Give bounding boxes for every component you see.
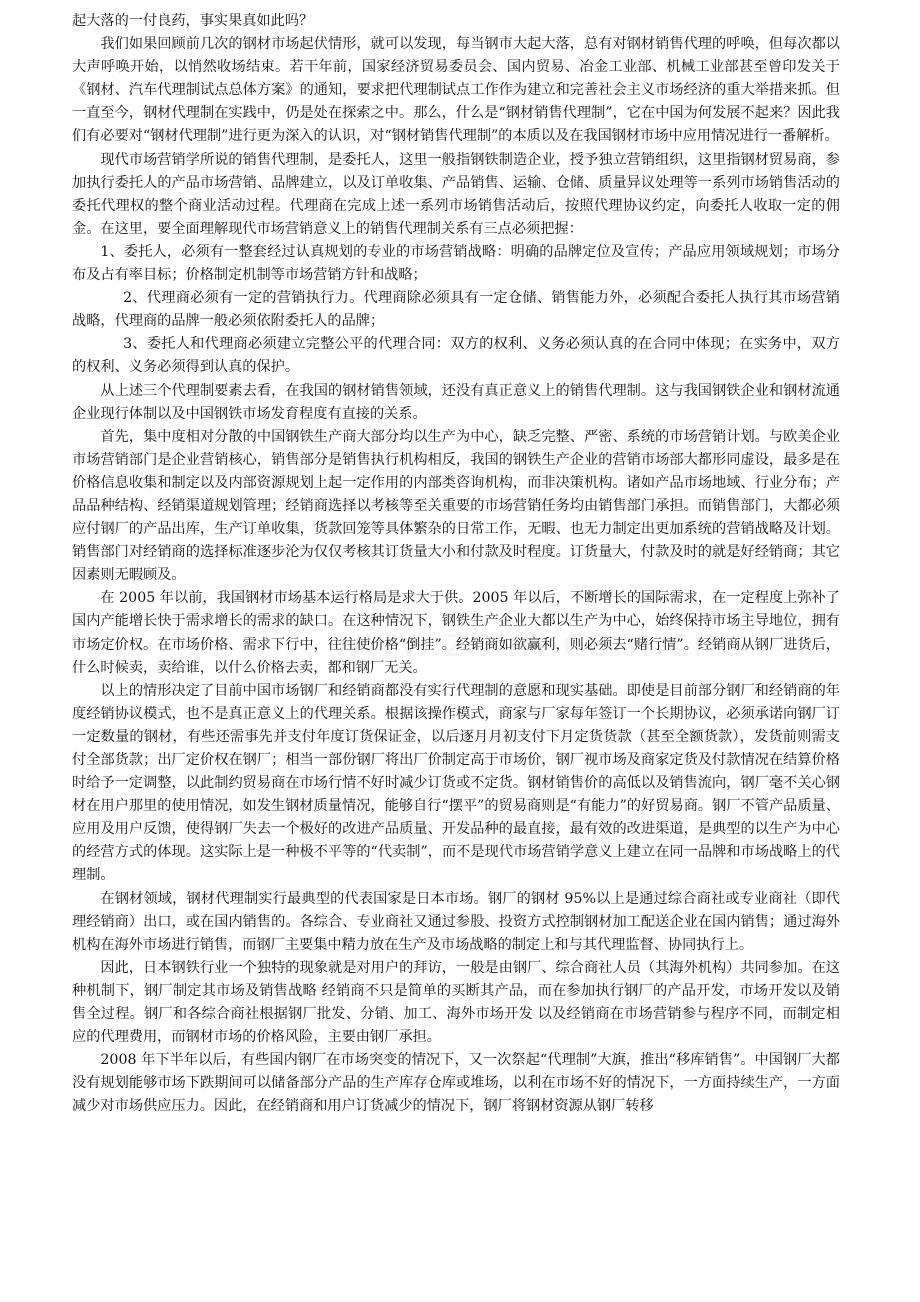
paragraph-intro-continuation: 起大落的一付良药，事实果真如此吗？ <box>72 13 314 29</box>
paragraph-summary: 从上述三个代理制要素去看，在我国的钢材销售领域，还没有真正意义上的销售代理制。这与我国钢铁企业和钢材流通企业现行体制以及中国钢铁市场发育程度有直接的关系。 <box>72 382 840 422</box>
paragraph-japan-customers: 因此，日本钢铁行业一个独特的现象就是对用户的拜访，一般是由钢厂、综合商社人员（其海外机构）共同参加。在这种机制下，钢厂制定其市场及销售战略 经销商不只是简单的买断其产品，而在参加执行钢厂的产品开发，市场开发以及销售全过程。钢厂和各综合商社根据钢厂批发、分销、加工、海外市场开发 以及经销商在市场营销参与程序不同，而制定相应的代理费用，而钢材市场的价格风险，主要由钢厂承担。 <box>72 959 840 1046</box>
document-body <box>72 10 840 1119</box>
paragraph-agency-model: 以上的情形决定了目前中国市场钢厂和经销商都没有实行代理制的意愿和现实基础。即使是目前部分钢厂和经销商的年度经销协议模式，也不是真正意义上的代理关系。根据该操作模式，商家与厂家每年签订一个长期协议，必须承诺向钢厂订一定数量的钢材，有些还需事先并支付年度订货保证金，以后逐月月初支付下月定货货款（甚至全额货款），发货前则需支付全部货款；出厂定价权在钢厂；相当一部份钢厂将出厂价制定高于市场价，钢厂视市场及商家定货及付款情况在结算价格时给予一定调整，以此制约贸易商在市场行情不好时减少订货或不定货。钢材销售价的高低以及销售流向，钢厂毫不关心钢材在用户那里的使用情况，如发生钢材质量情况，能够自行“摆平”的贸易商则是“有能力”的好贸易商。钢厂不管产品质量、应用及用户反馈，使得钢厂失去一个极好的改进产品质量、开发品种的最直接，最有效的改进渠道，是典型的以生产为中心的经营方式的体现。这实际上是一种极不平等的“代卖制”，而不是现代市场营销学意义上建立在同一品牌和市场战略上的代理制。 <box>72 682 840 884</box>
paragraph-definition: 现代市场营销学所说的销售代理制，是委托人，这里一般指钢铁制造企业，授予独立营销组织，这里指钢材贸易商，参加执行委托人的产品市场营销、品牌建立，以及订单收集、产品销售、运输、仓储、质量异议处理等一系列市场销售活动的委托代理权的整个商业活动过程。代理商在完成上述一系列市场销售活动后，按照代理协议约定，向委托人收取一定的佣金。在这里，要全面理解现代市场营销意义上的销售代理制关系有三点必须把握： <box>72 151 840 237</box>
paragraph-history: 我们如果回顾前几次的钢材市场起伏情形，就可以发现，每当钢市大起大落，总有对钢材销售代理的呼唤，但每次都以大声呼唤开始，以悄然收场结束。若干年前，国家经济贸易委员会、国内贸易、冶金工业部、机械工业部甚至曾印发关于《钢材、汽车代理制试点总体方案》的通知，要求把代理制试点工作作为建立和完善社会主义市场经济的重大举措来抓。但一直至今，钢材代理制在实践中，仍是处在探索之中。那么，什么是“钢材销售代理制”，它在中国为何发展不起来？因此我们有必要对“钢材代理制”进行更为深入的认识，对“钢材销售代理制”的本质以及在我国钢材市场中应用情况进行一番解析。 <box>72 36 840 145</box>
paragraph-japan-example: 在钢材领域，钢材代理制实行最典型的代表国家是日本市场。钢厂的钢材 95%以上是通过综合商社或专业商社（即代理经销商）出口，或在国内销售的。各综合、专业商社又通过参股、投资方式控制钢材加工配送企业在国内销售；通过海外机构在海外市场进行销售，而钢厂主要集中精力放在生产及市场战略的制定上和与其代理监督、协同执行上。 <box>72 890 840 953</box>
paragraph-point-3: 3、委托人和代理商必须建立完整公平的代理合同：双方的权利、义务必须认真的在合同中体现；在实务中，双方的权利、义务必须得到认真的保护。 <box>72 336 840 376</box>
paragraph-first-reason: 首先，集中度相对分散的中国钢铁生产商大部分均以生产为中心，缺乏完整、严密、系统的市场营销计划。与欧美企业市场营销部门是企业营销核心，销售部分是销售执行机构相反，我国的钢铁生产企业的营销市场部大都形同虚设，最多是在价格信息收集和制定以及内部资源规划上起一定作用的内部类咨询机构，而非决策机构。诸如产品市场地域、行业分布；产品品种结构、经销渠道规划管理；经销商选择以考核等至关重要的市场营销任务均由销售部门承担。而销售部门，大都必须应付钢厂的产品出库，生产订单收集，货款回笼等具体繁杂的日常工作，无暇、也无力制定出更加系统的营销战略及计划。销售部门对经销商的选择标准逐步沦为仅仅考核其订货量大小和付款及时程度。订货量大，付款及时的就是好经销商；其它因素则无暇顾及。 <box>72 428 840 584</box>
paragraph-point-1: 1、委托人，必须有一整套经过认真规划的专业的市场营销战略：明确的品牌定位及宣传；产品应用领域规划；市场分布及占有率目标；价格制定机制等市场营销方针和战略； <box>72 243 840 284</box>
paragraph-2008: 2008 年下半年以后，有些国内钢厂在市场突变的情况下，又一次祭起“代理制”大旗，推出“移库销售”。中国钢厂大都没有规划能够市场下跌期间可以储备部分产品的生产库存仓库或堆场，以利在市场不好的情况下，一方面持续生产，一方面减少对市场供应压力。因此，在经销商和用户订货减少的情况下，钢厂将钢材资源从钢厂转移 <box>72 1052 840 1115</box>
paragraph-point-2: 2、代理商必须有一定的营销执行力。代理商除必须具有一定仓储、销售能力外，必须配合委托人执行其市场营销战略，代理商的品牌一般必须依附委托人的品牌； <box>72 290 840 330</box>
paragraph-market-2005: 在 2005 年以前，我国钢材市场基本运行格局是求大于供。2005 年以后，不断增长的国际需求，在一定程度上弥补了国内产能增长快于需求增长的需求的缺口。在这种情况下，钢铁生产企业大都以生产为中心，始终保持市场主导地位，拥有市场定价权。在市场价格、需求下行中，往往使价格“倒挂”。经销商如欲赢利，则必须去“赌行情”。经销商从钢厂进货后，什么时候卖，卖给谁，以什么价格去卖，都和钢厂无关。 <box>72 590 840 676</box>
